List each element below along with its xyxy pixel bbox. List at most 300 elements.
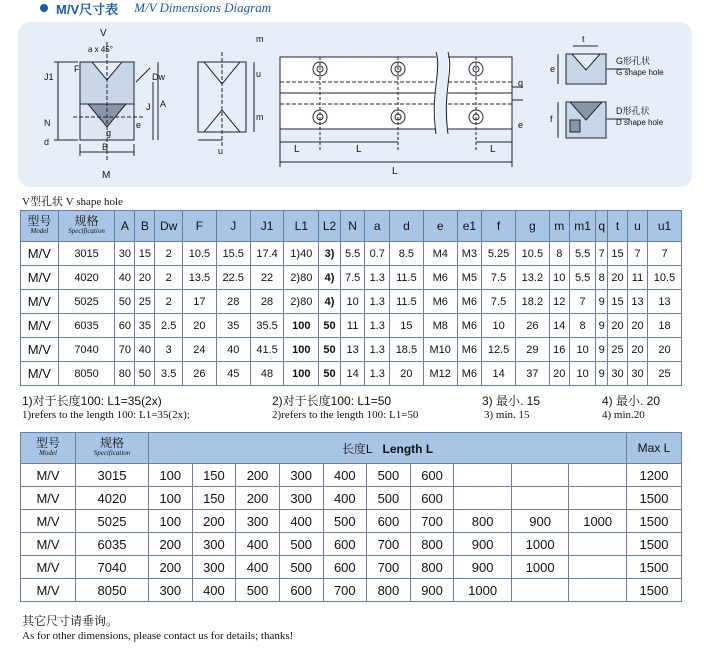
t1-header-en: Model: [30, 227, 49, 235]
length-cell: 150: [192, 487, 236, 510]
value-cell: 60: [115, 314, 135, 338]
value-cell: M6: [423, 266, 457, 290]
value-cell: 7: [628, 242, 648, 266]
note-en-4: 4) min.20: [602, 409, 645, 421]
value-cell: 20: [628, 338, 648, 362]
model-cell: M/V: [21, 533, 76, 556]
value-cell: 8: [596, 266, 608, 290]
footer-en: As for other dimensions, please contact us for details; thanks!: [22, 630, 294, 642]
value-cell: 29: [515, 338, 549, 362]
value-cell: 20: [628, 314, 648, 338]
table-row: [21, 464, 682, 487]
label-J: J: [146, 102, 151, 112]
value-cell: 16: [549, 338, 569, 362]
value-cell: 70: [115, 338, 135, 362]
value-cell: 13: [648, 290, 682, 314]
length-cell: [569, 464, 627, 487]
length-cell: 800: [367, 579, 411, 602]
value-cell: 14: [340, 362, 365, 386]
value-cell: 9: [596, 362, 608, 386]
length-cell: 900: [454, 556, 512, 579]
spec-cell: 5025: [76, 510, 149, 533]
spec-cell: 7040: [58, 338, 115, 362]
length-cell: 700: [410, 510, 454, 533]
value-cell: 30: [608, 362, 628, 386]
length-cell: 400: [323, 487, 367, 510]
value-cell: 20: [608, 266, 628, 290]
label-right-e: e: [550, 64, 556, 74]
value-cell: 15.5: [216, 242, 250, 266]
value-cell: 18.2: [515, 290, 549, 314]
t2-length-en: Length L: [382, 441, 434, 456]
value-cell: 25: [648, 362, 682, 386]
value-cell: 1.3: [365, 290, 390, 314]
value-cell: 20: [549, 362, 569, 386]
length-cell: 300: [192, 556, 236, 579]
value-cell: 13: [340, 338, 365, 362]
label-m1: m: [256, 34, 264, 44]
value-cell: 3.5: [155, 362, 183, 386]
value-cell: 25: [608, 338, 628, 362]
value-cell: 7: [569, 290, 596, 314]
length-cell: 200: [149, 556, 193, 579]
value-cell: 3): [319, 242, 341, 266]
t1-header-cell: m: [549, 211, 569, 242]
t1-header-cell: t: [608, 211, 628, 242]
table-row: [21, 556, 682, 579]
value-cell: 26: [515, 314, 549, 338]
spec-cell: 7040: [76, 556, 149, 579]
t2-length-header: [149, 433, 627, 464]
label-u1: u: [256, 69, 262, 79]
max-length-cell: 1500: [627, 510, 682, 533]
length-cell: 300: [192, 533, 236, 556]
t1-header-cell: g: [515, 211, 549, 242]
label-L1: L: [356, 144, 362, 155]
value-cell: 7.5: [340, 266, 365, 290]
value-cell: 8.5: [390, 242, 424, 266]
value-cell: M6: [423, 290, 457, 314]
length-cell: 1000: [454, 579, 512, 602]
spec-cell: 4020: [58, 266, 115, 290]
t1-header-cell: B: [135, 211, 155, 242]
value-cell: 20: [648, 338, 682, 362]
length-cell: 700: [367, 556, 411, 579]
value-cell: 50: [319, 314, 341, 338]
length-cell: 400: [192, 579, 236, 602]
label-L: L: [392, 166, 398, 177]
length-cell: [454, 487, 512, 510]
max-length-cell: 1200: [627, 464, 682, 487]
table-row: [21, 314, 682, 338]
value-cell: 100: [284, 362, 319, 386]
length-cell: 400: [236, 556, 280, 579]
label-e1: e: [518, 120, 524, 130]
footer-cn: 其它尺寸请垂询。: [22, 614, 119, 628]
label-u: u: [218, 146, 224, 156]
t2-model-cn: 型号: [35, 436, 60, 450]
model-cell: M/V: [21, 487, 76, 510]
note-en-2: 2)refers to the length 100: L1=50: [272, 409, 419, 421]
length-cell: 600: [323, 556, 367, 579]
value-cell: 7.5: [482, 266, 516, 290]
t2-length-cn: 长度L: [341, 441, 373, 456]
value-cell: 40: [135, 338, 155, 362]
model-cell: M/V: [21, 290, 59, 314]
label-t: t: [582, 34, 585, 44]
value-cell: 13.5: [183, 266, 217, 290]
value-cell: 45: [216, 362, 250, 386]
value-cell: 35: [216, 314, 250, 338]
dimensions-diagram: [18, 22, 692, 187]
value-cell: 5.5: [569, 266, 596, 290]
length-cell: 500: [236, 579, 280, 602]
table-row: [21, 362, 682, 386]
t1-header-cell: J1: [250, 211, 284, 242]
value-cell: 13: [628, 290, 648, 314]
t1-model-header: [21, 211, 59, 242]
length-cell: 300: [236, 510, 280, 533]
value-cell: M6: [457, 314, 482, 338]
value-cell: 2: [155, 266, 183, 290]
value-cell: 10: [340, 290, 365, 314]
value-cell: 15: [608, 242, 628, 266]
value-cell: 15: [390, 314, 424, 338]
length-cell: [569, 556, 627, 579]
value-cell: M6: [457, 290, 482, 314]
t2-spec-cn: 规格: [99, 436, 124, 450]
value-cell: 25: [135, 290, 155, 314]
spec-cell: 8050: [58, 362, 115, 386]
value-cell: 3: [155, 338, 183, 362]
t1-header-cell: F: [183, 211, 217, 242]
length-cell: [569, 487, 627, 510]
value-cell: 48: [250, 362, 284, 386]
t1-header-cell: L2: [319, 211, 341, 242]
value-cell: 20: [608, 314, 628, 338]
spec-cell: 5025: [58, 290, 115, 314]
t1-header-cell: L1: [284, 211, 319, 242]
length-cell: 600: [323, 533, 367, 556]
length-cell: 1000: [569, 510, 627, 533]
spec-cell: 6035: [58, 314, 115, 338]
t1-header-cell: e1: [457, 211, 482, 242]
t1-header-cell: a: [365, 211, 390, 242]
length-cell: 800: [410, 533, 454, 556]
label-F: F: [74, 64, 80, 74]
table-row: [21, 579, 682, 602]
diagram-svg: [18, 22, 692, 187]
length-cell: 200: [149, 533, 193, 556]
value-cell: M4: [423, 242, 457, 266]
t1-header-cell: e: [423, 211, 457, 242]
value-cell: 11: [628, 266, 648, 290]
value-cell: M8: [423, 314, 457, 338]
header-title-cn: M/V尺寸表: [56, 1, 119, 17]
label-axa: a x 45°: [88, 45, 113, 54]
model-cell: M/V: [21, 314, 59, 338]
model-cell: M/V: [21, 266, 59, 290]
label-J1: J1: [44, 72, 54, 82]
value-cell: 8: [549, 242, 569, 266]
length-cell: 300: [149, 579, 193, 602]
value-cell: 24: [183, 338, 217, 362]
value-cell: 18: [648, 314, 682, 338]
value-cell: 7: [648, 242, 682, 266]
value-cell: 22.5: [216, 266, 250, 290]
value-cell: 30: [115, 242, 135, 266]
section-header: [40, 0, 271, 16]
length-cell: 700: [367, 533, 411, 556]
t2-model-en: Model: [39, 449, 57, 457]
length-cell: 150: [192, 464, 236, 487]
model-cell: M/V: [21, 556, 76, 579]
value-cell: 20: [135, 266, 155, 290]
length-cell: [454, 464, 512, 487]
length-cell: [511, 464, 569, 487]
table-row: [21, 338, 682, 362]
t1-header-cell: m1: [569, 211, 596, 242]
value-cell: 5.5: [569, 242, 596, 266]
t1-header-cn: 规格: [74, 214, 99, 228]
note-cn-2: 2)对于长度100: L1=50: [272, 394, 392, 408]
label-Dw: Dw: [152, 72, 165, 82]
t1-header-cell: d: [390, 211, 424, 242]
value-cell: M12: [423, 362, 457, 386]
value-cell: 15: [608, 290, 628, 314]
label-f: f: [550, 114, 553, 124]
t1-header-en: Specification: [68, 227, 105, 235]
table1-header-row: [21, 211, 682, 242]
value-cell: 8: [569, 314, 596, 338]
length-cell: 500: [367, 487, 411, 510]
value-cell: 7.5: [482, 290, 516, 314]
value-cell: 50: [115, 290, 135, 314]
max-length-cell: 1500: [627, 579, 682, 602]
model-cell: M/V: [21, 362, 59, 386]
value-cell: 50: [319, 362, 341, 386]
t1-header-cell: Dw: [155, 211, 183, 242]
d-hole-cn: D形孔状: [616, 106, 650, 116]
max-length-cell: 1500: [627, 487, 682, 510]
value-cell: 1.3: [365, 362, 390, 386]
value-cell: 9: [596, 314, 608, 338]
t1-header-cell: f: [482, 211, 516, 242]
t2-spec-header: [76, 433, 149, 464]
value-cell: 0.7: [365, 242, 390, 266]
t1-spec-header: [58, 211, 115, 242]
value-cell: M5: [457, 266, 482, 290]
value-cell: M3: [457, 242, 482, 266]
length-cell: 900: [511, 510, 569, 533]
label-M: M: [102, 170, 111, 181]
value-cell: 9: [596, 338, 608, 362]
g-hole-en: G shape hole: [616, 68, 664, 77]
t2-max-header: Max L: [627, 433, 682, 464]
table-row: [21, 290, 682, 314]
note-cn-3: 3) 最小. 15: [482, 394, 541, 408]
length-cell: 200: [192, 510, 236, 533]
model-cell: M/V: [21, 338, 59, 362]
t1-header-cell: N: [340, 211, 365, 242]
value-cell: 17.4: [250, 242, 284, 266]
t1-header-cell: u1: [648, 211, 682, 242]
length-cell: 500: [323, 510, 367, 533]
value-cell: 9: [596, 290, 608, 314]
value-cell: 26: [183, 362, 217, 386]
length-cell: [569, 533, 627, 556]
value-cell: 1)40: [284, 242, 319, 266]
note-en-3: 3) min. 15: [484, 409, 530, 421]
value-cell: 100: [284, 314, 319, 338]
value-cell: 80: [115, 362, 135, 386]
length-cell: 500: [367, 464, 411, 487]
label-g: g: [106, 128, 112, 138]
value-cell: M10: [423, 338, 457, 362]
spec-cell: 3015: [76, 464, 149, 487]
value-cell: 5.25: [482, 242, 516, 266]
t1-header-cell: A: [115, 211, 135, 242]
value-cell: 10: [569, 338, 596, 362]
label-B: B: [102, 142, 109, 152]
value-cell: 10.5: [183, 242, 217, 266]
value-cell: 13.2: [515, 266, 549, 290]
value-cell: 40: [115, 266, 135, 290]
value-cell: 10.5: [648, 266, 682, 290]
table-row: [21, 510, 682, 533]
value-cell: 50: [135, 362, 155, 386]
value-cell: 2)80: [284, 266, 319, 290]
table-row: [21, 242, 682, 266]
note-cn-1: 1)对于长度100: L1=35(2x): [22, 394, 162, 408]
length-cell: 700: [323, 579, 367, 602]
model-cell: M/V: [21, 242, 59, 266]
t1-header-cn: 型号: [27, 214, 52, 228]
length-cell: 600: [410, 464, 454, 487]
spec-cell: 4020: [76, 487, 149, 510]
table-row: [21, 266, 682, 290]
length-cell: 500: [279, 556, 323, 579]
value-cell: 7: [596, 242, 608, 266]
length-cell: 1000: [511, 533, 569, 556]
value-cell: 100: [284, 338, 319, 362]
value-cell: 30: [628, 362, 648, 386]
t2-model-header: [21, 433, 76, 464]
label-e: e: [136, 120, 142, 130]
value-cell: 22: [250, 266, 284, 290]
value-cell: 4): [319, 290, 341, 314]
value-cell: 18.5: [390, 338, 424, 362]
value-cell: 10.5: [515, 242, 549, 266]
value-cell: 4): [319, 266, 341, 290]
value-cell: 11.5: [390, 266, 424, 290]
label-V: V: [100, 28, 107, 39]
value-cell: 2.5: [155, 314, 183, 338]
length-cell: [569, 579, 627, 602]
length-cell: [511, 579, 569, 602]
spec-cell: 6035: [76, 533, 149, 556]
value-cell: 50: [319, 338, 341, 362]
value-cell: 12: [549, 290, 569, 314]
label-L2b: L: [490, 144, 496, 155]
header-title-en: M/V Dimensions Diagram: [134, 0, 272, 15]
value-cell: 11: [340, 314, 365, 338]
length-table: [20, 432, 682, 602]
value-cell: 20: [183, 314, 217, 338]
length-cell: 100: [149, 464, 193, 487]
length-cell: 300: [279, 487, 323, 510]
value-cell: 28: [250, 290, 284, 314]
value-cell: 5.5: [340, 242, 365, 266]
t1-header-cell: u: [628, 211, 648, 242]
value-cell: M6: [457, 362, 482, 386]
max-length-cell: 1500: [627, 533, 682, 556]
value-cell: 1.3: [365, 314, 390, 338]
length-cell: 900: [410, 579, 454, 602]
model-cell: M/V: [21, 510, 76, 533]
value-cell: 35: [135, 314, 155, 338]
max-length-cell: 1500: [627, 556, 682, 579]
value-cell: 10: [569, 362, 596, 386]
label-m: m: [256, 112, 264, 122]
length-cell: 900: [454, 533, 512, 556]
value-cell: 15: [135, 242, 155, 266]
v-shape-label: V型孔状 V shape hole: [22, 196, 123, 208]
d-hole-en: D shape hole: [616, 118, 664, 127]
length-cell: 800: [454, 510, 512, 533]
value-cell: 1.3: [365, 266, 390, 290]
length-cell: 400: [236, 533, 280, 556]
length-cell: 1000: [511, 556, 569, 579]
note-cn-4: 4) 最小. 20: [602, 394, 661, 408]
length-cell: 600: [410, 487, 454, 510]
value-cell: 12.5: [482, 338, 516, 362]
table2-header-row: [21, 433, 682, 464]
length-cell: 500: [279, 533, 323, 556]
value-cell: 41.5: [250, 338, 284, 362]
value-cell: 10: [549, 266, 569, 290]
value-cell: 10: [482, 314, 516, 338]
value-cell: 11.5: [390, 290, 424, 314]
length-cell: 100: [149, 510, 193, 533]
note-en-1: 1)refers to the length 100: L1=35(2x);: [22, 409, 190, 421]
value-cell: 37: [515, 362, 549, 386]
table-row: [21, 533, 682, 556]
label-d: d: [44, 137, 50, 147]
value-cell: 2: [155, 242, 183, 266]
label-L2: L: [294, 144, 300, 155]
t2-spec-en: Specification: [93, 449, 131, 457]
model-cell: M/V: [21, 579, 76, 602]
t1-header-cell: q: [596, 211, 608, 242]
length-cell: [511, 487, 569, 510]
length-cell: 100: [149, 487, 193, 510]
dimensions-table: [20, 210, 682, 386]
bullet-icon: [40, 4, 48, 12]
value-cell: 17: [183, 290, 217, 314]
label-q: q: [518, 78, 524, 88]
value-cell: 1.3: [365, 338, 390, 362]
value-cell: 35.5: [250, 314, 284, 338]
t1-header-cell: J: [216, 211, 250, 242]
spec-cell: 3015: [58, 242, 115, 266]
length-cell: 600: [279, 579, 323, 602]
g-hole-cn: G形孔状: [616, 56, 651, 66]
value-cell: 14: [549, 314, 569, 338]
length-cell: 300: [279, 464, 323, 487]
value-cell: 2: [155, 290, 183, 314]
length-cell: 200: [236, 487, 280, 510]
